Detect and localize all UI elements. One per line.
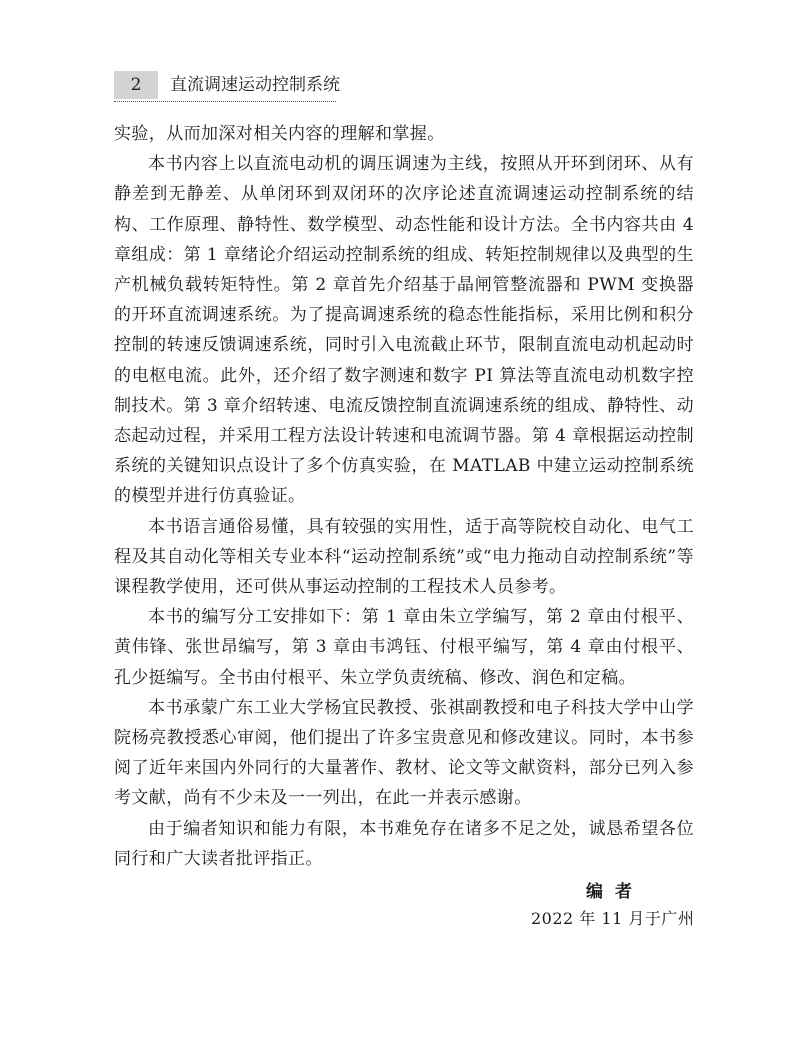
running-title: 直流调速运动控制系统 [170, 75, 340, 95]
paragraph-audience: 本书语言通俗易懂，具有较强的实用性，适于高等院校自动化、电气工程及其自动化等相关专业本科“运动控制系统”或“电力拖动自动控制系统”等课程教学使用，还可供从事运动控制的工程技术人员参考。 [114, 516, 694, 598]
paragraph-continuation: 实验，从而加深对相关内容的理解和掌握。 [114, 124, 445, 144]
paragraph-contents: 本书内容上以直流电动机的调压调速为主线，按照从开环到闭环、从有静差到无静差、从单闭环到双闭环的次序论述直流调速运动控制系统的结构、工作原理、静特性、数学模型、动态性能和设计方法。全书内容共由 4 章组成：第 1 章绪论介绍运动控制系统的组成、转矩控制规律以及典型的生产机械负载转矩特性。第 2 章首先介绍基于晶闸管整流器和 PWM 变换器的开环直流调速系统。为了提高调速系统的稳态性能指标，采用比例和积分控制的转速反馈调速系统，同时引入电流截止环节，限制直流电动机起动时的电枢电流。此外，还介绍了数字测速和数字 PI 算法等直流电动机数字控制技术。第 3 章介绍转速、电流反馈控制直流调速系统的组成、静特性、动态起动过程，并采用工程方法设计转速和电流调节器。第 4 章根据运动控制系统的关键知识点设计了多个仿真实验，在 MATLAB 中建立运动控制系统的模型并进行仿真验证。 [114, 154, 694, 507]
body-text [114, 119, 694, 874]
page-number: 2 [114, 71, 158, 99]
paragraph-closing: 由于编者知识和能力有限，本书难免存在诸多不足之处，诚恳希望各位同行和广大读者批评指正。 [114, 818, 694, 869]
paragraph-authorship: 本书的编写分工安排如下：第 1 章由朱立学编写，第 2 章由付根平、黄伟锋、张世昂编写，第 3 章由韦鸿钰、付根平编写，第 4 章由付根平、孔少挺编写。全书由付根平、朱立学负责统稿、修改、润色和定稿。 [114, 607, 694, 688]
paragraph-acknowledgements: 本书承蒙广东工业大学杨宜民教授、张祺副教授和电子科技大学中山学院杨亮教授悉心审阅，他们提出了许多宝贵意见和修改建议。同时，本书参阅了近年来国内外同行的大量著作、教材、论文等文献资料，部分已列入参考文献，尚有不少未及一一列出，在此一并表示感谢。 [114, 697, 694, 809]
header-rule [114, 101, 336, 102]
signature-author: 编者 [586, 882, 644, 902]
page-header [114, 71, 340, 99]
signature-date: 2022 年 11 月于广州 [531, 909, 695, 928]
